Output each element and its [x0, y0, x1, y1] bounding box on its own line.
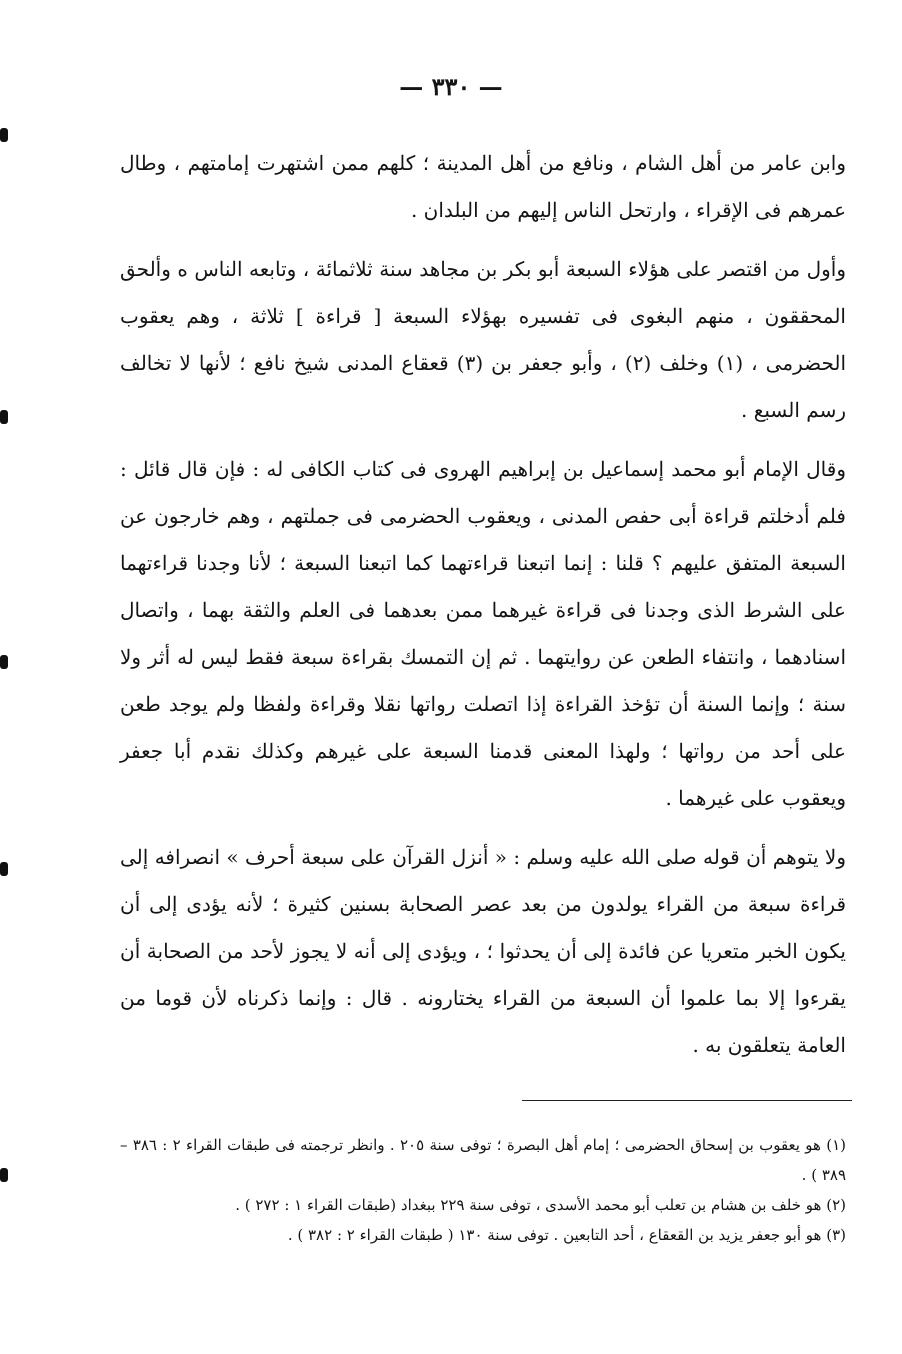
scan-edge-mark: [0, 410, 8, 424]
main-text: [120, 140, 846, 1069]
paragraph: ولا يتوهم أن قوله صلى الله عليه وسلم : « أنزل القرآن على سبعة أحرف » انصرافه إلى قراءة سبعة من القراء يولدون من بعد عصر الصحابة بسنين كثيرة ؛ لأنه يؤدى إلى أن يكون الخبر متعريا عن فائدة إلى أن يحدثوا ؛ ، ويؤدى إلى أنه لا يجوز لأحد من الصحابة أن يقرءوا إلا بما علموا أن السبعة من القراء يختارونه . قال : وإنما ذكرناه لأن قوما من العامة يتعلقون به .: [120, 845, 846, 1057]
paragraph: وقال الإمام أبو محمد إسماعيل بن إبراهيم الهروى فى كتاب الكافى له : فإن قال قائل : فلم أدخلتم قراءة أبى حفص المدنى ، ويعقوب الحضرمى فى جملتهم ، وهم خارجون عن السبعة المتفق عليهم ؟ قلنا : إنما اتبعنا قراءتهما كما اتبعنا السبعة ؛ لأنا وجدنا قراءتهما على الشرط الذى وجدنا فى قراءة غيرهما ممن بعدهما فى العلم والثقة بهما ، واتصال اسنادهما ، وانتفاء الطعن عن روايتهما . ثم إن التمسك بقراءة سبعة فقط ليس له أثر ولا سنة ؛ وإنما السنة أن تؤخذ القراءة إذا اتصلت رواتها نقلا وقراءة ولفظا ولم يوجد طعن على أحد من رواتها ؛ ولهذا المعنى قدمنا السبعة على غيرهم وكذلك نقدم أبا جعفر ويعقوب على غيرهما .: [120, 457, 846, 810]
scan-edge-mark: [0, 862, 8, 876]
footnote: (٢) هو خلف بن هشام بن تعلب أبو محمد الأسدى ، توفى سنة ٢٢٩ ببغداد (طبقات القراء ١ : ٢٧٢ ) .: [235, 1196, 846, 1214]
footnote: (١) هو يعقوب بن إسحاق الحضرمى ؛ إمام أهل البصرة ؛ توفى سنة ٢٠٥ . وانظر ترجمته فى طبقات القراء ٢ : ٣٨٦ – ٣٨٩ ) .: [120, 1136, 846, 1184]
paragraph: وابن عامر من أهل الشام ، ونافع من أهل المدينة ؛ كلهم ممن اشتهرت إمامتهم ، وطال عمرهم فى الإقراء ، وارتحل الناس إليهم من البلدان .: [120, 151, 846, 222]
paragraph: وأول من اقتصر على هؤلاء السبعة أبو بكر بن مجاهد سنة ثلاثمائة ، وتابعه الناس ه وألحق المحققون ، منهم البغوى فى تفسيره بهؤلاء السبعة [ قراءة ] ثلاثة ، وهم يعقوب الحضرمى ، (١) وخلف (٢) ، وأبو جعفر بن (٣) قعقاع المدنى شيخ نافع ؛ لأنها لا تخالف رسم السبع .: [120, 257, 847, 422]
footnote-separator: [522, 1100, 852, 1101]
footnote: (٣) هو أبو جعفر يزيد بن القعقاع ، أحد التابعين . توفى سنة ١٣٠ ( طبقات القراء ٢ : ٣٨٢ ) .: [287, 1226, 846, 1244]
page-number: — ٣٣٠ —: [399, 72, 503, 101]
footnotes: [120, 1130, 846, 1250]
scan-edge-mark: [0, 655, 8, 669]
scan-edge-mark: [0, 1168, 8, 1182]
scan-edge-mark: [0, 128, 8, 142]
